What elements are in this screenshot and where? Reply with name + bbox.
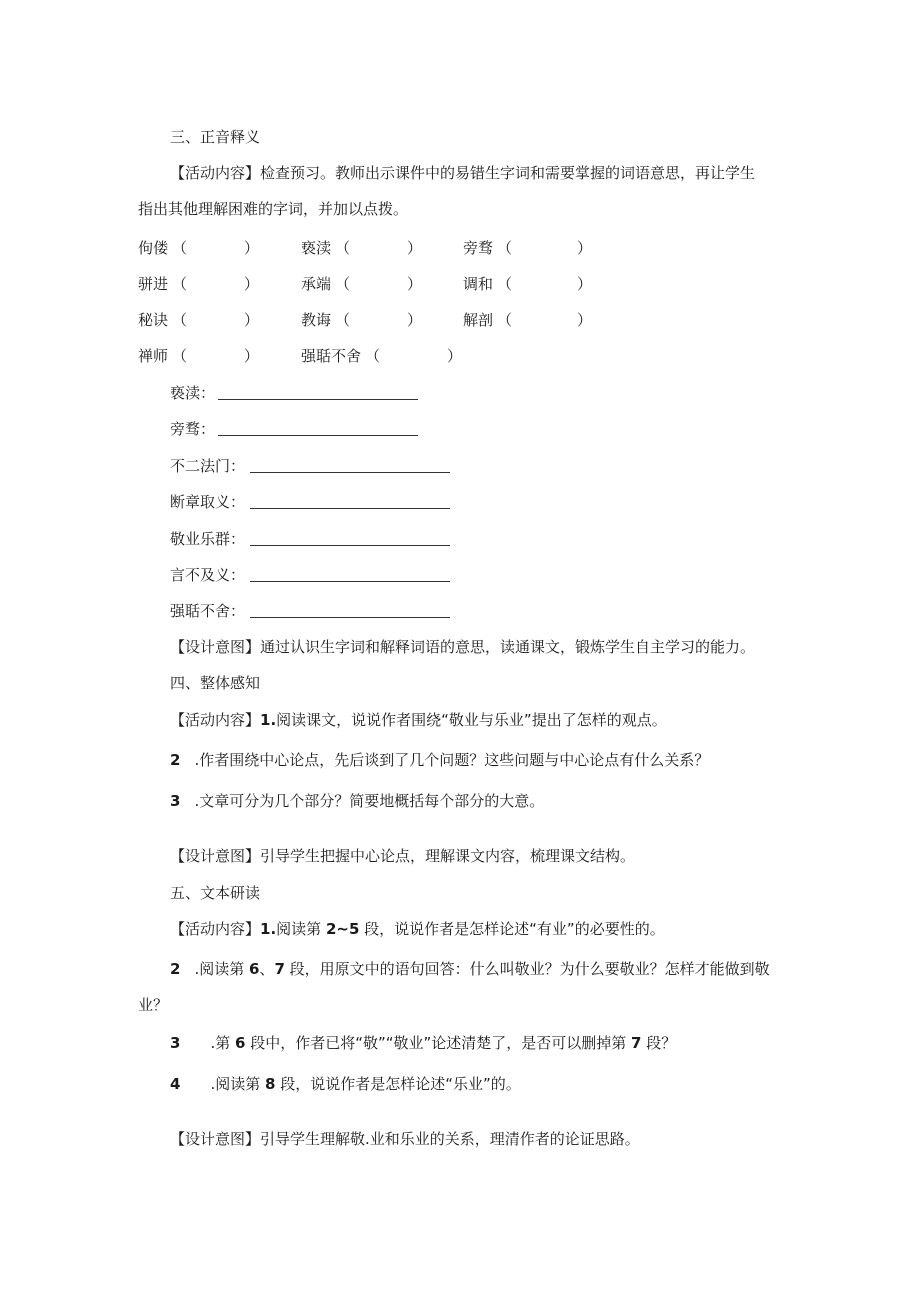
paren-close: ） [407, 239, 423, 257]
definition-row [170, 565, 460, 585]
answer-blank[interactable] [218, 435, 418, 436]
vocab-word: 强聒不舍 [301, 347, 362, 365]
question-number: 1. [260, 920, 277, 938]
paragraph-ref: 6 [234, 1034, 246, 1052]
definition-row [170, 456, 460, 476]
paragraph-ref: 6 [248, 960, 260, 978]
definition-row [170, 492, 460, 512]
question-text: 段？ [641, 1034, 677, 1052]
vocab-word: 秘诀 [138, 311, 169, 329]
paragraph-ref: 2~5 [325, 920, 360, 938]
answer-blank[interactable] [250, 545, 450, 546]
paren-close: ） [244, 311, 260, 329]
vocab-word: 佝偻 [138, 239, 169, 257]
section5-q4 [170, 1074, 521, 1094]
vocab-item [138, 238, 258, 258]
paren-open: （ [497, 239, 513, 257]
vocab-word: 承端 [301, 275, 332, 293]
paren-open: （ [335, 311, 351, 329]
paren-close: ） [577, 311, 593, 329]
section5-q3 [170, 1033, 676, 1053]
paragraph-ref: 7 [631, 1034, 642, 1052]
question-text: .作者围绕中心论点，先后谈到了几个问题？这些问题与中心论点有什么关系？ [194, 751, 710, 769]
section5-q1 [170, 919, 665, 939]
section5-heading: 五、文本研读 [170, 884, 261, 902]
activity-prefix: 【活动内容】 [170, 711, 261, 729]
paren-open: （ [172, 275, 188, 293]
vocab-word: 解剖 [463, 311, 494, 329]
question-text: .第 [210, 1034, 235, 1052]
definition-term: 不二法门： [170, 457, 246, 475]
question-number: 4 [170, 1075, 181, 1093]
section5-q2 [170, 959, 770, 979]
question-text: .文章可分为几个部分？简要地概括每个部分的大意。 [194, 792, 545, 810]
question-number: 2 [170, 751, 181, 769]
answer-blank[interactable] [218, 399, 418, 400]
question-text: 、 [259, 960, 275, 978]
vocab-item [301, 346, 471, 366]
vocab-item [301, 310, 421, 330]
paragraph-ref: 8 [264, 1075, 276, 1093]
paren-close: ） [407, 275, 423, 293]
section4-design-intent: 【设计意图】引导学生把握中心论点，理解课文内容，梳理课文结构。 [170, 847, 636, 865]
question-number: 1. [260, 711, 277, 729]
paren-close: ） [577, 275, 593, 293]
paren-close: ） [577, 239, 593, 257]
definition-term: 亵渎： [170, 384, 216, 402]
section5-design-intent: 【设计意图】引导学生理解敬.业和乐业的关系，理清作者的论证思路。 [170, 1130, 640, 1148]
answer-blank[interactable] [250, 472, 450, 473]
vocab-word: 教诲 [301, 311, 332, 329]
paren-open: （ [172, 347, 188, 365]
paragraph-ref: 7 [274, 960, 285, 978]
question-text: 阅读课文，说说作者围绕“敬业与乐业”提出了怎样的观点。 [276, 711, 667, 729]
question-text: .阅读第 [210, 1075, 265, 1093]
section3-heading: 三、正音释义 [170, 128, 261, 146]
definition-term: 旁骛： [170, 420, 216, 438]
section4-heading: 四、整体感知 [170, 674, 261, 692]
paren-open: （ [497, 275, 513, 293]
section5-q2-line2: 业？ [138, 996, 169, 1014]
paren-close: ） [244, 347, 260, 365]
section4-q1 [170, 710, 667, 730]
definition-row [170, 529, 460, 549]
definition-term: 断章取义： [170, 493, 246, 511]
paren-close: ） [244, 275, 260, 293]
answer-blank[interactable] [250, 617, 450, 618]
section4-q2 [170, 750, 709, 770]
paren-close: ） [447, 347, 463, 365]
paren-close: ） [407, 311, 423, 329]
vocab-word: 亵渎 [301, 239, 332, 257]
vocab-word: 禅师 [138, 347, 169, 365]
vocab-word: 调和 [463, 275, 494, 293]
paren-close: ） [244, 239, 260, 257]
section3-activity-line2: 指出其他理解困难的字词，并加以点拨。 [138, 200, 409, 218]
definition-term: 言不及义： [170, 566, 246, 584]
vocab-item [138, 274, 258, 294]
question-text: 阅读第 [276, 920, 326, 938]
question-number: 3 [170, 1034, 181, 1052]
question-text: 段中，作者已将“敬”“敬业”论述清楚了，是否可以删掉第 [245, 1034, 632, 1052]
paren-open: （ [365, 347, 381, 365]
paren-open: （ [172, 239, 188, 257]
definition-row [170, 383, 430, 403]
paren-open: （ [335, 239, 351, 257]
activity-prefix: 【活动内容】 [170, 920, 261, 938]
vocab-item [301, 274, 421, 294]
definition-term: 敬业乐群： [170, 530, 246, 548]
section4-q3 [170, 791, 544, 811]
paren-open: （ [172, 311, 188, 329]
question-text: .阅读第 [194, 960, 249, 978]
question-number: 3 [170, 792, 181, 810]
section3-design-intent: 【设计意图】通过认识生字词和解释词语的意思，读通课文，锻炼学生自主学习的能力。 [170, 638, 756, 656]
vocab-item [138, 310, 258, 330]
answer-blank[interactable] [250, 581, 450, 582]
definition-term: 强聒不舍： [170, 602, 246, 620]
answer-blank[interactable] [250, 508, 450, 509]
paren-open: （ [497, 311, 513, 329]
section3-activity-line1: 【活动内容】检查预习。教师出示课件中的易错生字词和需要掌握的词语意思，再让学生 [170, 164, 756, 182]
paren-open: （ [335, 275, 351, 293]
vocab-item [463, 238, 593, 258]
definition-row [170, 419, 430, 439]
vocab-item [138, 346, 258, 366]
vocab-word: 骈进 [138, 275, 169, 293]
vocab-item [301, 238, 421, 258]
definition-row [170, 601, 460, 621]
vocab-word: 旁骛 [463, 239, 494, 257]
vocab-item [463, 310, 593, 330]
question-text: 段，用原文中的语句回答：什么叫敬业？为什么要敬业？怎样才能做到敬 [284, 960, 770, 978]
vocab-item [463, 274, 593, 294]
question-text: 段，说说作者是怎样论述“有业”的必要性的。 [359, 920, 665, 938]
question-number: 2 [170, 960, 181, 978]
question-text: 段，说说作者是怎样论述“乐业”的。 [275, 1075, 521, 1093]
